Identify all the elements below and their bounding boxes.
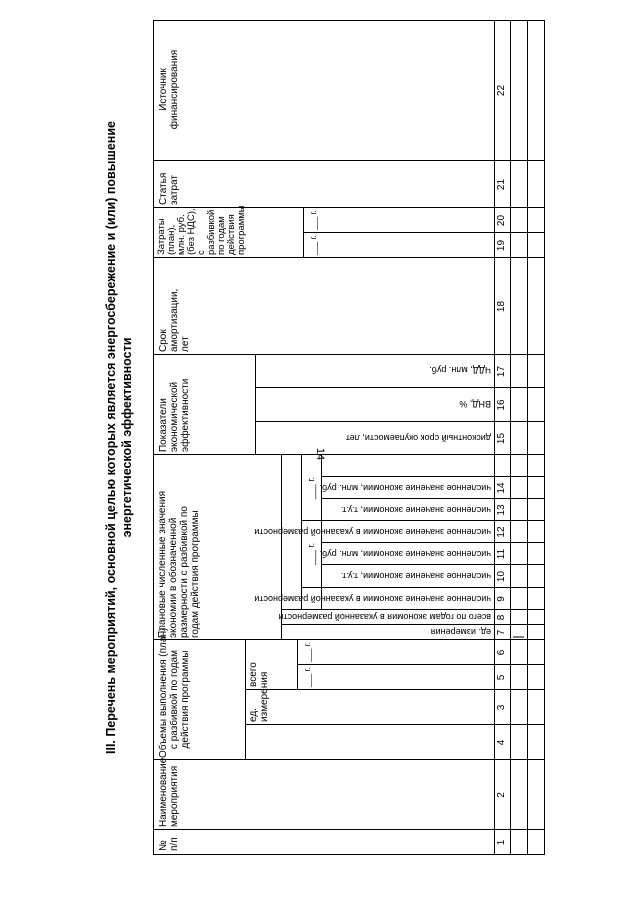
header-unit: ед. измерения <box>248 671 270 722</box>
vheader-c17: ЧДД, млн. руб. <box>429 365 491 375</box>
col-num-2: 2 <box>496 792 507 798</box>
header-volumes: Объемы выполнения (план) с разбивкой по годам действия программы <box>158 627 191 758</box>
vheader-c14: численное значение экономии, млн. руб. <box>319 483 491 493</box>
vheader-c9: численное значение экономии в указанной размерности <box>254 594 491 604</box>
header-costs: Затраты (план), млн. руб. (без НДС), с разбивкой по годам действия программы <box>156 205 247 255</box>
title-line-2: энергетической эффективности <box>120 337 134 538</box>
col-num-3: 3 <box>496 704 507 711</box>
vheader-c10: численное значение экономии, т.у.т. <box>340 571 491 581</box>
vheader-c16: ВНД, % <box>459 399 491 409</box>
header-volume-year-a: ___ г. <box>303 667 312 687</box>
header-volume-year-b: ___ г. <box>303 642 312 662</box>
col-num-5: 5 <box>496 674 507 681</box>
vheader-c12: численное значение экономии в указанной размерности <box>254 527 491 537</box>
col-num-16: 16 <box>496 399 507 411</box>
col-num-4: 4 <box>496 739 507 746</box>
col-num-7: 7 <box>496 629 507 636</box>
header-total: всего <box>248 662 259 687</box>
col-num-6: 6 <box>496 649 507 656</box>
vheader-c7: ед. измерения <box>430 627 491 637</box>
title-line-1: III. Перечень мероприятий, основной целью которых является энергосбережение и (или) повышение <box>104 121 118 754</box>
col-num-22: 22 <box>496 84 507 97</box>
col-num-8: 8 <box>496 614 507 621</box>
header-cost-item: Статья затрат <box>158 172 180 205</box>
col-num-1: 1 <box>496 839 507 846</box>
measures-table <box>103 20 545 855</box>
vheader-c11: численное значение экономии, млн. руб. <box>319 549 491 559</box>
col-num-13: 13 <box>496 504 507 516</box>
vheader-c15: дисконтный срок окупаемости, лет <box>345 433 491 443</box>
header-economic: Показатели экономической эффективности <box>158 378 191 452</box>
col-num-21: 21 <box>496 178 507 191</box>
rotated-page <box>103 20 545 855</box>
header-savings: Плановые численные значения экономии в обозначенной размерности с разбивкой по годам действия программы <box>157 490 201 638</box>
header-costs-year-a: ___ г. <box>309 235 318 255</box>
vheader-c8: всего по годам экономия в указанной размерности <box>278 612 491 622</box>
header-savings-year-a: ___ г. <box>306 542 316 566</box>
vheader-c13: численное значение экономии, т.у.т. <box>340 505 491 515</box>
col-num-19: 19 <box>496 239 507 252</box>
header-payback: Срок амортизации, лет <box>158 288 191 352</box>
col-num-15: 15 <box>496 432 507 445</box>
col-num-20: 20 <box>496 214 507 227</box>
header-savings-year-b: ___ г. <box>306 476 316 500</box>
header-source: Источник финансирования <box>158 49 180 130</box>
col-num-10: 10 <box>496 570 507 583</box>
col-num-11: 11 <box>496 548 507 560</box>
col-num-17: 17 <box>496 365 507 378</box>
col-num-12: 12 <box>496 526 507 538</box>
col-num-14: 14 <box>496 482 507 494</box>
page-number: 14 <box>314 447 326 461</box>
header-costs-year-b: ___ г. <box>309 210 318 230</box>
header-name: Наименование мероприятия <box>158 757 180 827</box>
col-num-18: 18 <box>496 300 507 313</box>
header-no: № п/п <box>158 837 180 851</box>
col-num-9: 9 <box>496 596 507 602</box>
